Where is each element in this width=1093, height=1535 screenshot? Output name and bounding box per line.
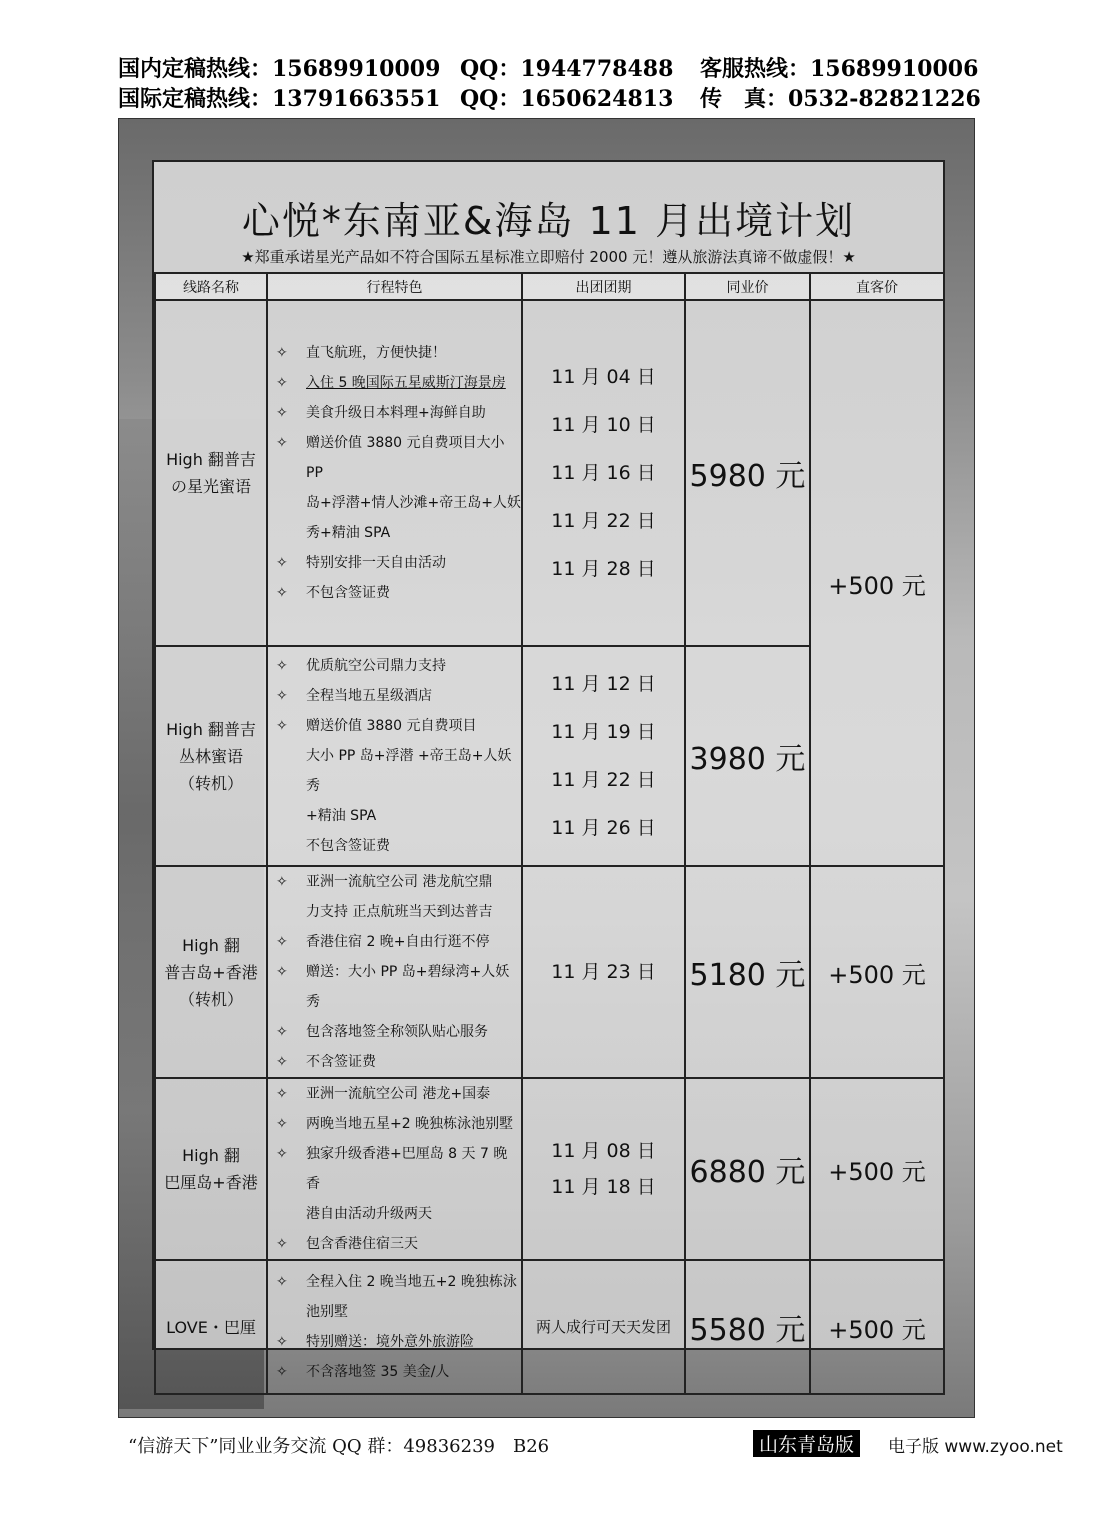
departure-dates (522, 300, 685, 646)
feature-text: 亚洲一流航空公司 港龙航空鼎 (306, 874, 493, 890)
col-header: 行程特色 (267, 273, 522, 300)
peer-price: 5180 元 (685, 866, 810, 1078)
route-name-line: LOVE・巴厘 (166, 1317, 256, 1337)
table-row (155, 866, 944, 1078)
bullet-icon: ✧ (276, 658, 288, 674)
route-name-line: の星光蜜语 (170, 477, 251, 496)
footer-qq-group: “信游天下”同业业务交流 QQ 群：49836239 B26 (128, 1436, 550, 1457)
feature-item (276, 1357, 521, 1387)
feature-item (276, 488, 521, 518)
date-item: 11 月 23 日 (551, 961, 656, 983)
bullet-icon: ✧ (276, 585, 288, 601)
bullet-icon: ✧ (276, 375, 288, 391)
departure-dates (522, 646, 685, 866)
edition-badge: 山东青岛版 (753, 1430, 860, 1457)
bullet-icon: ✧ (276, 435, 288, 451)
route-features (267, 866, 522, 1078)
bullet-icon (276, 1199, 306, 1229)
direct-price: +500 元 (810, 1260, 944, 1394)
feature-item (276, 897, 521, 927)
table-row (155, 1260, 944, 1394)
feature-text: 直飞航班，方便快捷！ (306, 345, 446, 361)
route-name (155, 1078, 267, 1260)
feature-text: 赠送价值 3880 元自费项目大小 PP (306, 435, 505, 481)
feature-text: 香港住宿 2 晚+自由行逛不停 (306, 934, 490, 950)
date-item: 11 月 16 日 (551, 462, 656, 484)
feature-item (276, 831, 521, 861)
peer-price: 6880 元 (685, 1078, 810, 1260)
feature-item (276, 428, 521, 488)
date-item: 11 月 28 日 (551, 558, 656, 580)
bullet-icon (276, 488, 306, 518)
date-item: 11 月 08 日 (551, 1140, 656, 1162)
feature-text: 美食升级日本料理+海鲜自助 (306, 405, 486, 421)
feature-text: 池别墅 (306, 1304, 348, 1320)
feature-text: 赠送价值 3880 元自费项目 (306, 718, 477, 734)
feature-text: 力支持 正点航班当天到达普吉 (306, 904, 493, 920)
route-name-line: High 翻普吉 (166, 719, 256, 739)
bullet-icon: ✧ (276, 934, 288, 950)
direct-price: +500 元 (810, 300, 944, 866)
feature-item (276, 867, 521, 897)
feature-item (276, 957, 521, 1017)
feature-item (276, 927, 521, 957)
bullet-icon: ✧ (276, 964, 288, 980)
feature-text: 特别安排一天自由活动 (306, 555, 446, 571)
date-item: 11 月 26 日 (551, 817, 656, 839)
footer-website: 电子版 www.zyoo.net (888, 1437, 1063, 1457)
feature-item (276, 338, 521, 368)
direct-price: +500 元 (810, 866, 944, 1078)
feature-item (276, 1079, 521, 1109)
itinerary-panel (152, 160, 945, 1380)
date-item: 11 月 19 日 (551, 721, 656, 743)
feature-text: 优质航空公司鼎力支持 (306, 658, 446, 674)
feature-text: 不包含签证费 (306, 585, 390, 601)
bullet-icon (276, 1297, 306, 1327)
bullet-icon: ✧ (276, 555, 288, 571)
col-header: 线路名称 (155, 273, 267, 300)
domestic-hotline: 国内定稿热线：15689910009 (118, 56, 441, 82)
feature-item (276, 1047, 521, 1077)
date-item: 11 月 18 日 (551, 1176, 656, 1198)
bullet-icon: ✧ (276, 405, 288, 421)
feature-item (276, 368, 521, 398)
feature-item (276, 1199, 521, 1229)
feature-text: 赠送：大小 PP 岛+碧绿湾+人妖秀 (306, 964, 510, 1010)
peer-price: 5580 元 (685, 1260, 810, 1394)
route-features (267, 1260, 522, 1394)
feature-item (276, 711, 521, 741)
qq-1: QQ：1944778488 (460, 56, 674, 82)
bullet-icon: ✧ (276, 1334, 288, 1350)
bullet-icon: ✧ (276, 345, 288, 361)
feature-item (276, 548, 521, 578)
feature-item (276, 398, 521, 428)
feature-text: 不包含签证费 (306, 838, 390, 854)
route-name-line: 丛林蜜语 (178, 746, 243, 766)
bullet-icon (276, 518, 306, 548)
bullet-icon (276, 897, 306, 927)
feature-text: 两晚当地五星+2 晚独栋泳池别墅 (306, 1116, 514, 1132)
date-item: 11 月 12 日 (551, 673, 656, 695)
bullet-icon: ✧ (276, 1236, 288, 1252)
route-name-line: High 翻 (182, 935, 240, 955)
departure-dates (522, 1260, 685, 1394)
feature-item (276, 801, 521, 831)
feature-text: 全程入住 2 晚当地五+2 晚独栋泳 (306, 1274, 517, 1290)
date-item: 11 月 10 日 (551, 414, 656, 436)
feature-text: 港自由活动升级两天 (306, 1206, 432, 1222)
promise-banner: ★郑重承诺星光产品如不符合国际五星标准立即赔付 2000 元！遵从旅游法真谛不做虚假！★ (241, 248, 856, 266)
feature-text: 不含签证费 (306, 1054, 376, 1070)
route-name-line: High 翻 (182, 1146, 240, 1165)
bullet-icon: ✧ (276, 688, 288, 704)
peer-price: 3980 元 (685, 646, 810, 866)
route-name (155, 866, 267, 1078)
feature-item (276, 681, 521, 711)
page-title: 心悦*东南亚&海岛 11 月出境计划 (241, 199, 856, 243)
feature-item (276, 578, 521, 608)
bullet-icon: ✧ (276, 1086, 288, 1102)
route-name (155, 646, 267, 866)
itinerary-table (154, 272, 945, 1395)
qq-2: QQ：1650624813 (460, 86, 674, 112)
feature-text: 亚洲一流航空公司 港龙+国泰 (306, 1086, 491, 1102)
date-item: 11 月 22 日 (551, 769, 656, 791)
col-header: 同业价 (685, 273, 810, 300)
feature-item (276, 1267, 521, 1297)
date-item: 11 月 22 日 (551, 510, 656, 532)
feature-text: 独家升级香港+巴厘岛 8 天 7 晚香 (306, 1146, 508, 1192)
bullet-icon: ✧ (276, 718, 288, 734)
bullet-icon: ✧ (276, 1024, 288, 1040)
feature-text: +精油 SPA (306, 808, 377, 824)
feature-text: 全程当地五星级酒店 (306, 688, 432, 704)
table-row (155, 300, 944, 646)
route-name-line: 普吉岛+香港 (164, 962, 258, 982)
feature-item (276, 518, 521, 548)
route-features (267, 1078, 522, 1260)
bullet-icon: ✧ (276, 1116, 288, 1132)
feature-item (276, 651, 521, 681)
bullet-icon: ✧ (276, 1274, 288, 1290)
route-name-line: High 翻普吉 (166, 450, 256, 469)
route-name-line: （转机） (178, 773, 243, 793)
feature-item (276, 741, 521, 801)
route-name (155, 300, 267, 646)
table-row (155, 1078, 944, 1260)
date-item: 11 月 04 日 (551, 366, 656, 388)
feature-text: 岛+浮潜+情人沙滩+帝王岛+人妖 (306, 495, 521, 511)
feature-item (276, 1109, 521, 1139)
departure-dates (522, 866, 685, 1078)
footer (118, 1432, 1063, 1460)
date-item: 两人成行可天天发团 (535, 1318, 671, 1336)
route-name-line: （转机） (178, 989, 243, 1009)
bullet-icon (276, 801, 306, 831)
fax: 传 真：0532-82821226 (700, 86, 981, 112)
route-name-line: 巴厘岛+香港 (164, 1173, 258, 1192)
bullet-icon (276, 741, 306, 801)
feature-text: 特别赠送：境外意外旅游险 (306, 1334, 474, 1350)
feature-text: 包含香港住宿三天 (306, 1236, 418, 1252)
bullet-icon: ✧ (276, 874, 288, 890)
route-features (267, 300, 522, 646)
feature-text: 不含落地签 35 美金/人 (306, 1364, 450, 1380)
direct-price: +500 元 (810, 1078, 944, 1260)
col-header: 出团团期 (522, 273, 685, 300)
bullet-icon: ✧ (276, 1054, 288, 1070)
feature-item (276, 1229, 521, 1259)
intl-hotline: 国际定稿热线：13791663551 (118, 86, 441, 112)
bullet-icon (276, 831, 306, 861)
feature-text: 包含落地签全称领队贴心服务 (306, 1024, 488, 1040)
departure-dates (522, 1078, 685, 1260)
feature-item (276, 1139, 521, 1199)
feature-item (276, 1297, 521, 1327)
peer-price: 5980 元 (685, 300, 810, 646)
feature-item (276, 1017, 521, 1047)
service-hotline: 客服热线：15689910006 (700, 56, 979, 82)
feature-text: 入住 5 晚国际五星威斯汀海景房 (306, 375, 506, 391)
bullet-icon: ✧ (276, 1364, 288, 1380)
route-features (267, 646, 522, 866)
col-header: 直客价 (810, 273, 944, 300)
table-header-row (155, 273, 944, 300)
feature-item (276, 1327, 521, 1357)
feature-text: 秀+精油 SPA (306, 525, 391, 541)
route-name (155, 1260, 267, 1394)
feature-text: 大小 PP 岛+浮潜 +帝王岛+人妖秀 (306, 748, 512, 794)
bullet-icon: ✧ (276, 1146, 288, 1162)
